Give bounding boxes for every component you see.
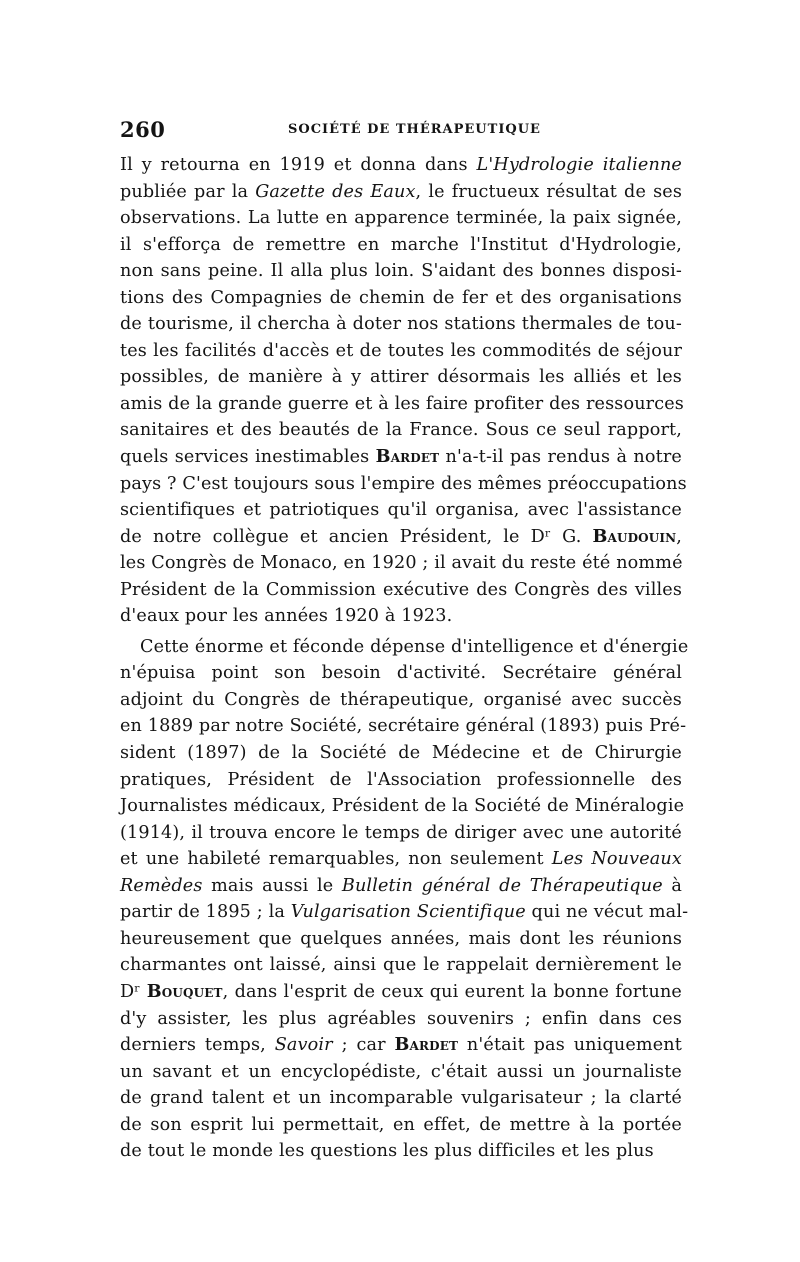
text-line: d'eaux pour les années 1920 à 1923.: [120, 606, 453, 627]
italic-text: Vulgarisation Scientifique: [290, 902, 526, 923]
text-line: Il y retourna en 1919 et donna dans L'Hydrologie italienne: [120, 155, 682, 175]
text-line: en 1889 par notre Société, secrétaire général (1893) puis Pré-: [120, 716, 687, 737]
small-caps-name: Bardet: [394, 1034, 459, 1056]
text-line: un savant et un encyclopédiste, c'était aussi un journaliste: [120, 1061, 682, 1082]
text-line: les Congrès de Monaco, en 1920 ; il avait du reste été nommé: [120, 553, 683, 574]
text-line: heureusement que quelques années, mais dont les réunions: [120, 928, 682, 949]
text-line: tions des Compagnies de chemin de fer et des organisations: [120, 287, 682, 308]
running-head: SOCIÉTÉ DE THÉRAPEUTIQUE: [288, 122, 541, 137]
italic-text: Bulletin général de Thérapeutique: [341, 875, 663, 896]
text-line: Président de la Commission exécutive des Congrès des villes: [120, 579, 682, 600]
italic-text: L'Hydrologie italienne: [476, 155, 682, 175]
text-line: Journalistes médicaux, Président de la Société de Minéralogie: [120, 796, 685, 817]
text-line: amis de la grande guerre et à les faire profiter des ressources: [120, 393, 684, 414]
text-line: sident (1897) de la Société de Médecine et de Chirurgie: [120, 743, 682, 764]
text-line: pratiques, Président de l'Association professionnelle des: [120, 769, 682, 790]
text-line: observations. La lutte en apparence terminée, la paix signée,: [120, 208, 682, 229]
text-line: derniers temps, Savoir ; car Bardet n'était pas uniquement: [120, 1034, 682, 1056]
text-line: pays ? C'est toujours sous l'empire des mêmes préoccupations: [120, 473, 687, 494]
text-line: n'épuisa point son besoin d'activité. Secrétaire général: [120, 663, 682, 684]
text-line: partir de 1895 ; la Vulgarisation Scientifique qui ne vécut mal-: [120, 902, 689, 923]
text-line: Remèdes mais aussi le Bulletin général de Thérapeutique à: [120, 875, 682, 896]
italic-text: Les Nouveaux: [551, 849, 682, 870]
text-line: Dʳ Bouquet, dans l'esprit de ceux qui eurent la bonne fortune: [120, 980, 682, 1002]
small-caps-name: Baudouin: [592, 525, 677, 547]
body-text: [120, 152, 689, 1165]
text-line: scientifiques et patriotiques qu'il organisa, avec l'assistance: [120, 500, 682, 521]
text-line: et une habileté remarquables, non seulement Les Nouveaux: [120, 849, 682, 870]
italic-text: Remèdes: [120, 875, 203, 896]
text-line: adjoint du Congrès de thérapeutique, organisé avec succès: [120, 689, 682, 710]
text-line: charmantes ont laissé, ainsi que le rappelait dernièrement le: [120, 955, 682, 976]
text-line: publiée par la Gazette des Eaux, le fructueux résultat de ses: [120, 181, 682, 202]
paragraph: [120, 634, 689, 1165]
text-line: Cette énorme et féconde dépense d'intelligence et d'énergie: [140, 636, 689, 657]
text-line: de notre collègue et ancien Président, le Dʳ G. Baudouin,: [120, 525, 682, 547]
paragraph: [120, 152, 687, 630]
small-caps-name: Bouquet: [146, 980, 223, 1002]
italic-text: Savoir: [274, 1035, 333, 1056]
text-line: d'y assister, les plus agréables souvenirs ; enfin dans ces: [120, 1008, 682, 1029]
text-line: possibles, de manière à y attirer désormais les alliés et les: [120, 367, 682, 388]
text-line: quels services inestimables Bardet n'a-t-il pas rendus à notre: [120, 446, 682, 468]
text-line: de grand talent et un incomparable vulgarisateur ; la clarté: [120, 1088, 682, 1109]
small-caps-name: Bardet: [375, 446, 440, 468]
text-line: non sans peine. Il alla plus loin. S'aidant des bonnes disposi-: [120, 261, 682, 282]
text-line: de tout le monde les questions les plus difficiles et les plus: [120, 1141, 654, 1162]
text-line: (1914), il trouva encore le temps de diriger avec une autorité: [120, 822, 682, 843]
text-line: il s'efforça de remettre en marche l'Institut d'Hydrologie,: [120, 234, 682, 255]
text-line: tes les facilités d'accès et de toutes les commodités de séjour: [120, 340, 682, 361]
page-number: 260: [120, 117, 166, 142]
page-header: [120, 117, 682, 145]
text-line: sanitaires et des beautés de la France. Sous ce seul rapport,: [120, 420, 682, 441]
text-line: de tourisme, il chercha à doter nos stations thermales de tou-: [120, 314, 682, 335]
text-line: de son esprit lui permettait, en effet, de mettre à la portée: [120, 1114, 682, 1135]
italic-text: Gazette des Eaux: [255, 181, 416, 202]
